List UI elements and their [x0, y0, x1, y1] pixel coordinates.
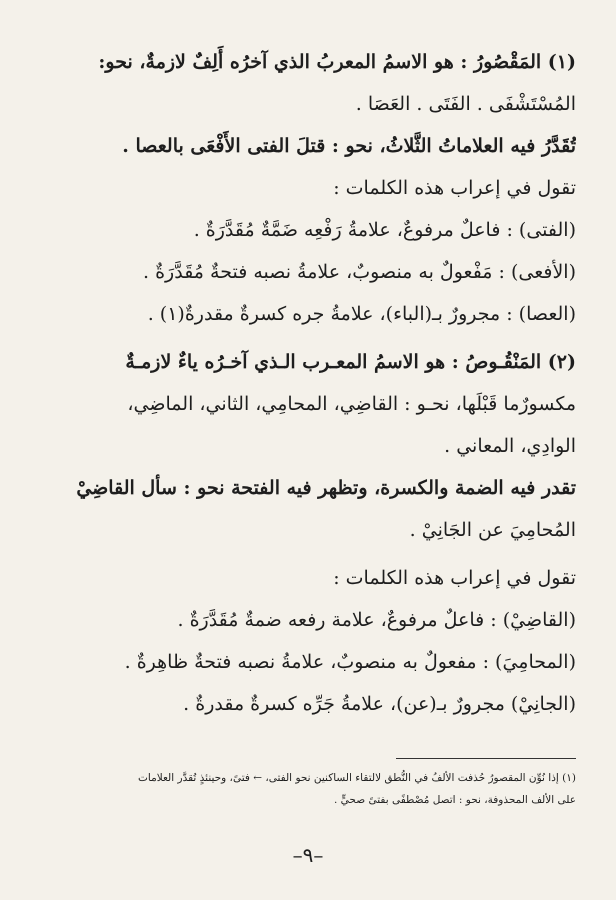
text-line: مكسورٌما قَبْلَها، نحـو : القاضِي، المحامِي، الثاني، الماضِي، — [127, 393, 576, 415]
text-line: (١) المَقْصُورُ : هو الاسمُ المعربُ الذي آخرُه أَلِفٌ لازمةٌ، نحو: — [98, 51, 576, 73]
text-line: (القاضِيْ) : فاعلٌ مرفوعٌ، علامة رفعه ضمةٌ مُقَدَّرَةٌ . — [177, 609, 576, 631]
text-line: الوادِي، المعاني . — [444, 435, 576, 457]
text-line: (٢) المَنْقُـوصُ : هو الاسمُ المعـرب الـذي آخـرُه ياءٌ لازمـةٌ — [125, 351, 576, 373]
page-number: –٩– — [292, 843, 324, 867]
footnote-divider — [396, 758, 576, 759]
text-line: المُحامِيَ عن الجَانِيْ . — [409, 519, 576, 541]
text-line: المُسْتَشْفَى . الفَتَى . العَصَا . — [355, 93, 576, 115]
text-line: (المحامِيَ) : مفعولٌ به منصوبٌ، علامةُ نصبه فتحةٌ ظاهِرةٌ . — [124, 651, 576, 673]
text-line: تقول في إعراب هذه الكلمات : — [333, 177, 576, 199]
text-line: (الأفعى) : مَفْعولٌ به منصوبٌ، علامةُ نصبه فتحةٌ مُقَدَّرَةٌ . — [143, 261, 576, 283]
text-line: (الجانِيْ) مجرورٌ بـ(عن)، علامةُ جَرِّه كسرةٌ مقدرةٌ . — [183, 693, 576, 715]
text-line: تقدر فيه الضمة والكسرة، وتظهر فيه الفتحة نحو : سأل القاضِيْ — [76, 477, 576, 499]
text-line: تُقَدَّرُ فيه العلاماتُ الثَّلاثُ، نحو : قتلَ الفتى الأَفْعَى بالعصا . — [122, 135, 576, 157]
text-line: (الفتى) : فاعلٌ مرفوعٌ، علامةُ رَفْعِه ضَمَّةٌ مُقَدَّرَةٌ . — [193, 219, 576, 241]
text-line: تقول في إعراب هذه الكلمات : — [333, 567, 576, 589]
footnote-line: على الألف المحذوفة، نحو : اتصل مُصْطفًى بفتىً صحيٍّ . — [334, 794, 576, 806]
text-line: (العصا) : مجرورٌ بـ(الباء)، علامةُ جره كسرةٌ مقدرةٌ(١) . — [147, 303, 576, 325]
footnote-line: (١) إذا نُوِّن المقصورُ حُذفت الألفُ في النُّطق لالتقاء الساكنين نحو الفتى، ← فتىً، وحينئذٍ تُقدَّر العلامات — [138, 772, 576, 784]
